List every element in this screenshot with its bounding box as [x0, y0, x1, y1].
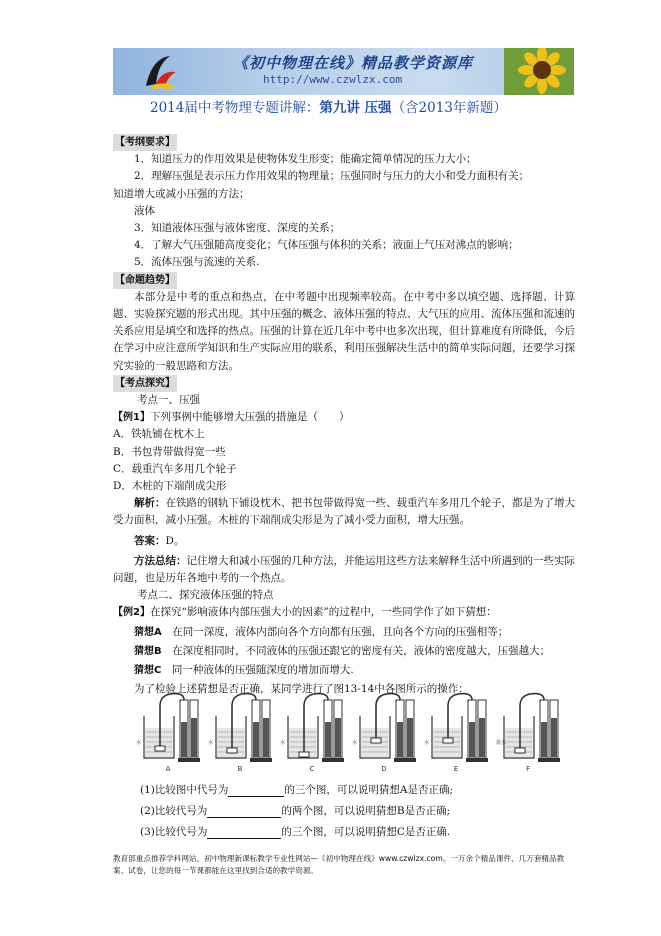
apparatus-F [496, 694, 560, 772]
liquid-label: 水 [280, 740, 286, 746]
liquid-label: 水 [424, 740, 430, 746]
figure-label-F: F [525, 765, 531, 772]
apparatus-D [352, 694, 416, 772]
option-c: C．载重汽车多用几个轮子 [113, 462, 237, 475]
liquid-label: 水 [208, 740, 214, 746]
apparatus-B [208, 694, 272, 772]
liquid-label: 盐水 [496, 740, 507, 746]
question-1: (1)比较图中代号为 的三个图，可以说明猜想A是否正确; [140, 784, 453, 796]
apparatus-E [424, 694, 488, 772]
liquid-label: 水 [352, 740, 358, 746]
section-heading-trend: 【命题趋势】 [113, 272, 177, 289]
answer-line: 答案：D。 [134, 534, 185, 547]
point-one-heading: 考点一、压强 [137, 394, 200, 407]
question-3: (3)比较代号为 的三个图，可以说明猜想C是否正确. [140, 826, 451, 838]
analysis-paragraph: 解析：在铁路的钢轨下铺设枕木、把书包带做得宽一些、载重汽车多用几个轮子，都是为了增大受力面积，减小压强。木桩的下端削成尖形是为了减小受力面积，增大压强。 [113, 497, 575, 527]
guess-b: 猜想B 在深度相同时，不同液体的压强还跟它的密度有关，液体的密度越大，压强越大； [134, 644, 551, 657]
analysis-label: 解析： [134, 497, 166, 510]
method-paragraph: 方法总结：记住增大和减小压强的几种方法，并能运用这些方法来解释生活中所遇到的一些实际问题，也是历年各地中考的一个热点。 [113, 554, 575, 585]
guess-c: 猜想C 同一种液体的压强随深度的增加而增大. [134, 664, 354, 677]
option-d: D．木桩的下端削成尖形 [113, 480, 227, 493]
syllabus-line: 5．流体压强与流速的关系. [134, 256, 260, 269]
figure-label-C: C [309, 765, 315, 772]
figure-label-D: D [381, 765, 387, 772]
sunflower-icon [504, 48, 574, 95]
document-body [113, 130, 575, 699]
trend-paragraph: 本部分是中考的重点和热点，在中考题中出现频率较高。在中考中多以填空题、选择题、计算题、实验探究题的形式出现。其中压强的概念、液体压强的特点、大气压的应用、流体压强和流速的关系应用是填空和选择的热点。压强的计算在近几年中考中也多次出现，但计算难度有所降低，今后在学习中应注意所学知识和生产实际应用的联系，利用压强解决生活中的简单实际问题，还要学习探究实验的一般思路和方法。 [113, 290, 575, 372]
verify-instruction: 为了检验上述猜想是否正确，某同学进行了图13-14中各图所示的操作： [134, 683, 469, 696]
syllabus-line: 1．知道压力的作用效果是使物体发生形变；能确定简单情况的压力大小； [134, 153, 477, 166]
section-heading-explore: 【考点探究】 [113, 375, 177, 392]
example-one-label: 【例1】 [113, 412, 150, 424]
syllabus-line: 3．知道液体压强与液体密度、深度的关系； [134, 222, 341, 235]
apparatus-C [280, 694, 344, 772]
syllabus-line: 4．了解大气压强随高度变化；气体压强与体积的关系；液面上气压对沸点的影响； [134, 239, 519, 252]
example-two-question: 在探究“影响液体内部压强大小的因素”的过程中，一些同学作了如下猜想： [149, 606, 497, 619]
banner-title: 《初中物理在线》精品教学资源库 [233, 54, 474, 72]
figure-label-A: A [165, 765, 171, 772]
page-footer: 教育部重点推荐学科网站、初中物理新课标教学专业性网站—《初中物理在线》www.czwlzx.com。一万余个精品课件、几万套精品教案、试卷，让您的每一节课都能在这里找到合适的教学资源。 [113, 854, 565, 875]
figure-label-E: E [453, 765, 459, 772]
question-2: (2)比较代号为 的两个图，可以说明猜想B是否正确; [140, 805, 451, 817]
point-two-heading: 考点二、探究液体压强的特点 [137, 589, 274, 602]
option-b: B．书包背带做得宽一些 [113, 445, 226, 458]
example-one-question: 下列事例中能够增大压强的措施是（ ） [149, 411, 350, 424]
answer-blank-3[interactable] [207, 826, 281, 839]
answer-label: 答案： [134, 534, 166, 547]
option-a: A．铁轨铺在枕木上 [113, 428, 205, 441]
banner-url: http://www.czwlzx.com [263, 73, 403, 86]
example-two-label: 【例2】 [113, 607, 150, 619]
syllabus-line: 液体 [134, 204, 155, 217]
experiment-figure [130, 692, 570, 772]
page-title: 2014届中考物理专题讲解：第九讲 压强（含2013年新题） [150, 100, 507, 116]
header-banner [113, 48, 574, 95]
method-label: 方法总结： [134, 554, 187, 567]
figure-label-B: B [237, 765, 243, 772]
liquid-label: 水 [136, 740, 142, 746]
apparatus-A [136, 694, 200, 772]
syllabus-line: 知道增大或减小压强的方法； [113, 187, 250, 200]
syllabus-line: 2．理解压强是表示压力作用效果的物理量；压强同时与压力的大小和受力面积有关； [134, 170, 530, 183]
section-heading-syllabus: 【考纲要求】 [113, 134, 177, 151]
answer-blank-2[interactable] [207, 805, 281, 818]
site-logo-icon [140, 52, 180, 92]
answer-blank-1[interactable] [228, 784, 284, 797]
guess-a: 猜想A 在同一深度，液体内部向各个方向都有压强，且向各个方向的压强相等； [134, 625, 509, 638]
